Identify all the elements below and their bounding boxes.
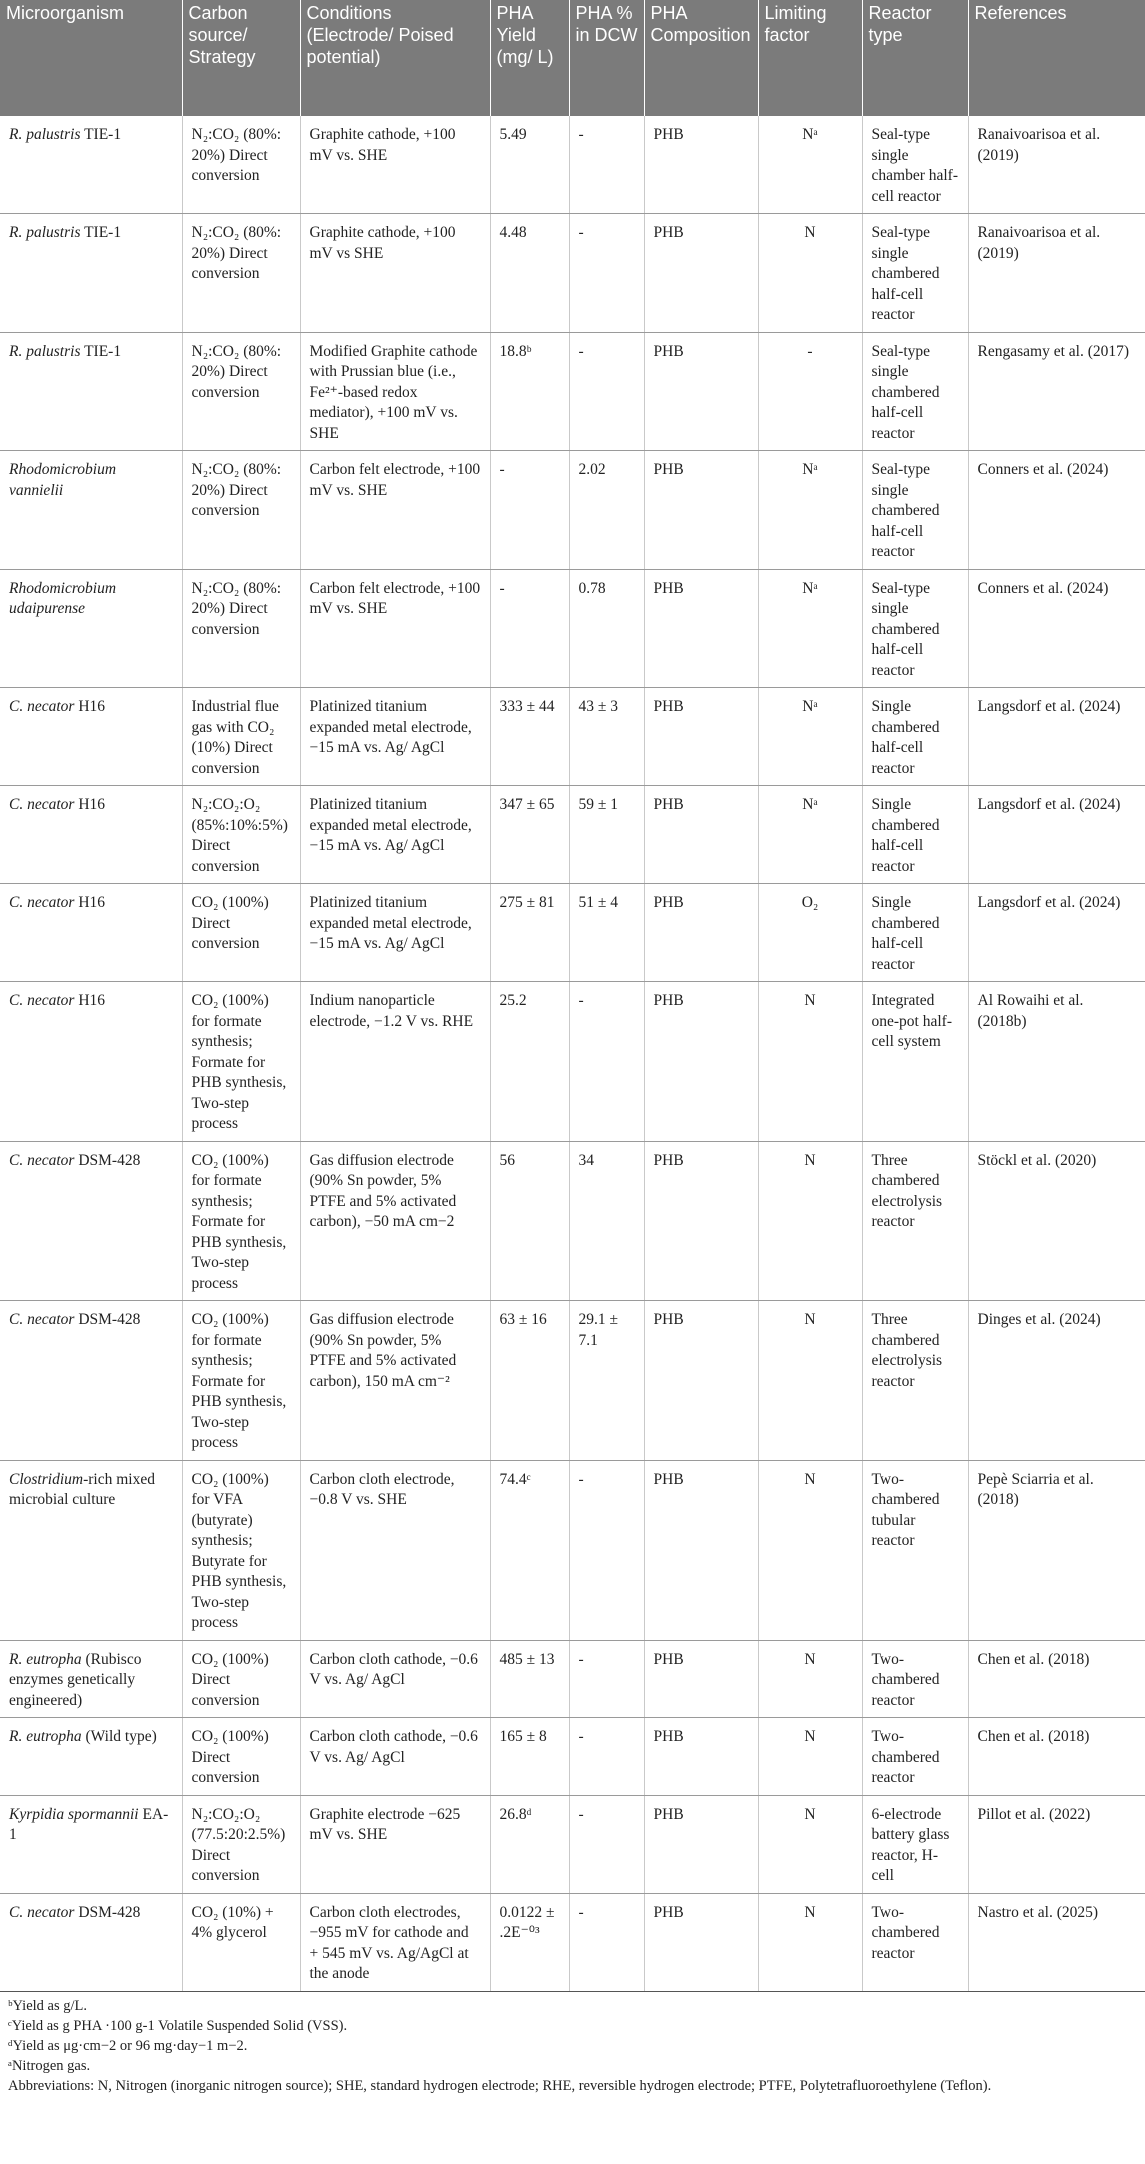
organism-name: Clostridium	[9, 1470, 84, 1488]
cell-conditions: Graphite cathode, +100 mV vs SHE	[300, 214, 490, 333]
cell-microorganism	[0, 214, 182, 333]
footnote-c: ᶜYield as g PHA ·100 g-1 Volatile Suspended Solid (VSS).	[8, 2017, 348, 2034]
cell-microorganism	[0, 786, 182, 884]
organism-strain: TIE-1	[80, 126, 122, 143]
cell-limiting-factor: N	[758, 1795, 862, 1893]
table-row	[0, 884, 1145, 982]
cell-pha-composition: PHB	[644, 569, 758, 688]
cell-carbon-source: N₂:CO₂:O₂ (77.5:20:2.5%) Direct conversion	[182, 1795, 300, 1893]
header-carbon-source: Carbon source/ Strategy	[182, 0, 300, 116]
header-pha-yield: PHA Yield (mg/ L)	[490, 0, 569, 116]
cell-carbon-source: N₂:CO₂:O₂ (85%:10%:5%) Direct conversion	[182, 786, 300, 884]
table-body	[0, 116, 1145, 1991]
cell-pha-dcw: -	[569, 982, 644, 1142]
cell-microorganism	[0, 884, 182, 982]
cell-pha-dcw: 43 ± 3	[569, 688, 644, 786]
cell-carbon-source: CO₂ (100%) for formate synthesis; Formate for PHB synthesis, Two-step process	[182, 1141, 300, 1301]
cell-microorganism	[0, 1893, 182, 1991]
cell-carbon-source: N₂:CO₂ (80%: 20%) Direct conversion	[182, 116, 300, 214]
cell-pha-dcw: -	[569, 1640, 644, 1718]
cell-reference: Langsdorf et al. (2024)	[968, 786, 1145, 884]
header-limiting-factor: Limiting factor	[758, 0, 862, 116]
footnote-abbreviations: Abbreviations: N, Nitrogen (inorganic nitrogen source); SHE, standard hydrogen electrode; RHE, reversible hydrogen electrode; PTFE, Polytetrafluoroethylene (Teflon).	[8, 2077, 992, 2094]
cell-limiting-factor: N	[758, 1718, 862, 1796]
cell-pha-dcw: -	[569, 1460, 644, 1640]
cell-carbon-source: CO₂ (100%) Direct conversion	[182, 884, 300, 982]
header-conditions: Conditions (Electrode/ Poised potential)	[300, 0, 490, 116]
cell-microorganism	[0, 1301, 182, 1461]
organism-strain: DSM-428	[74, 1151, 141, 1169]
cell-conditions: Platinized titanium expanded metal electrode, −15 mA vs. Ag/ AgCl	[300, 884, 490, 982]
table-row	[0, 1795, 1145, 1893]
cell-limiting-factor: -	[758, 332, 862, 451]
cell-pha-yield: 4.48	[490, 214, 569, 333]
cell-pha-yield: 0.0122 ± .2E⁻⁰³	[490, 1893, 569, 1991]
header-row	[0, 0, 1145, 116]
cell-conditions: Gas diffusion electrode (90% Sn powder, 5% PTFE and 5% activated carbon), 150 mA cm⁻²	[300, 1301, 490, 1461]
cell-microorganism	[0, 116, 182, 214]
header-pha-dcw: PHA % in DCW	[569, 0, 644, 116]
cell-pha-dcw: -	[569, 332, 644, 451]
cell-carbon-source: CO₂ (100%) for VFA (butyrate) synthesis; Butyrate for PHB synthesis, Two-step process	[182, 1460, 300, 1640]
cell-pha-composition: PHB	[644, 1460, 758, 1640]
cell-reference: Conners et al. (2024)	[968, 569, 1145, 688]
cell-pha-composition: PHB	[644, 1718, 758, 1796]
cell-reference: Langsdorf et al. (2024)	[968, 688, 1145, 786]
cell-pha-dcw: 51 ± 4	[569, 884, 644, 982]
cell-carbon-source: N₂:CO₂ (80%: 20%) Direct conversion	[182, 332, 300, 451]
cell-pha-yield: 333 ± 44	[490, 688, 569, 786]
cell-limiting-factor: N	[758, 1301, 862, 1461]
cell-pha-yield: 63 ± 16	[490, 1301, 569, 1461]
cell-pha-yield: 56	[490, 1141, 569, 1301]
cell-pha-dcw: -	[569, 214, 644, 333]
organism-name: R. palustris	[9, 224, 81, 241]
cell-microorganism	[0, 1460, 182, 1640]
cell-reactor-type: Seal-type single chamber half-cell reactor	[862, 116, 968, 214]
cell-reference: Pepè Sciarria et al. (2018)	[968, 1460, 1145, 1640]
cell-carbon-source: CO₂ (100%) Direct conversion	[182, 1640, 300, 1718]
cell-reference: Rengasamy et al. (2017)	[968, 332, 1145, 451]
cell-reactor-type: Single chambered half-cell reactor	[862, 786, 968, 884]
cell-pha-yield: 347 ± 65	[490, 786, 569, 884]
organism-strain: DSM-428	[74, 1903, 141, 1921]
cell-pha-yield: 26.8ᵈ	[490, 1795, 569, 1893]
cell-pha-dcw: 34	[569, 1141, 644, 1301]
organism-strain: TIE-1	[80, 224, 122, 241]
cell-conditions: Carbon felt electrode, +100 mV vs. SHE	[300, 451, 490, 570]
organism-name: C. necator	[9, 992, 75, 1009]
cell-limiting-factor: N	[758, 1893, 862, 1991]
cell-reference: Nastro et al. (2025)	[968, 1893, 1145, 1991]
cell-pha-dcw: -	[569, 1893, 644, 1991]
cell-pha-yield: 18.8ᵇ	[490, 332, 569, 451]
cell-carbon-source: N₂:CO₂ (80%: 20%) Direct conversion	[182, 569, 300, 688]
cell-pha-composition: PHB	[644, 786, 758, 884]
organism-strain: H16	[74, 992, 106, 1009]
cell-reference: Langsdorf et al. (2024)	[968, 884, 1145, 982]
cell-microorganism	[0, 982, 182, 1142]
cell-pha-composition: PHB	[644, 332, 758, 451]
table-row	[0, 1718, 1145, 1796]
organism-name: C. necator	[9, 894, 75, 911]
cell-reactor-type: Single chambered half-cell reactor	[862, 688, 968, 786]
cell-pha-dcw: 59 ± 1	[569, 786, 644, 884]
cell-reference: Chen et al. (2018)	[968, 1718, 1145, 1796]
cell-carbon-source: CO₂ (100%) for formate synthesis; Formate for PHB synthesis, Two-step process	[182, 1301, 300, 1461]
cell-pha-dcw: -	[569, 1795, 644, 1893]
organism-name: R. eutropha	[9, 1728, 82, 1745]
cell-conditions: Carbon felt electrode, +100 mV vs. SHE	[300, 569, 490, 688]
cell-microorganism	[0, 688, 182, 786]
cell-reactor-type: Seal-type single chambered half-cell reactor	[862, 569, 968, 688]
organism-name: Rhodomicrobium vannielii	[9, 461, 117, 499]
cell-pha-yield: -	[490, 451, 569, 570]
organism-name: Rhodomicrobium udaipurense	[9, 579, 117, 617]
cell-conditions: Carbon cloth cathode, −0.6 V vs. Ag/ AgCl	[300, 1640, 490, 1718]
cell-limiting-factor: N	[758, 1141, 862, 1301]
header-pha-composition: PHA Composition	[644, 0, 758, 116]
cell-pha-yield: 275 ± 81	[490, 884, 569, 982]
cell-pha-yield: 485 ± 13	[490, 1640, 569, 1718]
cell-limiting-factor: N	[758, 1640, 862, 1718]
cell-microorganism	[0, 451, 182, 570]
organism-strain: (Rubisco enzymes genetically engineered)	[9, 1650, 142, 1709]
cell-microorganism	[0, 1718, 182, 1796]
cell-limiting-factor: Nᵃ	[758, 569, 862, 688]
cell-carbon-source: Industrial flue gas with CO₂ (10%) Direct conversion	[182, 688, 300, 786]
table-row	[0, 1141, 1145, 1301]
cell-pha-composition: PHB	[644, 1640, 758, 1718]
cell-reference: Dinges et al. (2024)	[968, 1301, 1145, 1461]
footnote-a: ᵃNitrogen gas.	[8, 2057, 91, 2074]
cell-reference: Stöckl et al. (2020)	[968, 1141, 1145, 1301]
table-row	[0, 451, 1145, 570]
header-reactor-type: Reactor type	[862, 0, 968, 116]
table-row	[0, 1460, 1145, 1640]
cell-pha-composition: PHB	[644, 1795, 758, 1893]
cell-reactor-type: 6-electrode battery glass reactor, H-cell	[862, 1795, 968, 1893]
cell-carbon-source: CO₂ (100%) Direct conversion	[182, 1718, 300, 1796]
cell-pha-yield: 74.4ᶜ	[490, 1460, 569, 1640]
cell-reference: Conners et al. (2024)	[968, 451, 1145, 570]
header-microorganism: Microorganism	[0, 0, 182, 116]
cell-reference: Ranaivoarisoa et al. (2019)	[968, 116, 1145, 214]
cell-reference: Pillot et al. (2022)	[968, 1795, 1145, 1893]
cell-limiting-factor: N	[758, 214, 862, 333]
table-row	[0, 332, 1145, 451]
cell-pha-yield: 5.49	[490, 116, 569, 214]
cell-pha-dcw: -	[569, 116, 644, 214]
cell-limiting-factor: Nᵃ	[758, 688, 862, 786]
organism-name: C. necator	[9, 1151, 75, 1169]
cell-limiting-factor: Nᵃ	[758, 116, 862, 214]
organism-name: R. eutropha	[9, 1650, 82, 1668]
organism-name: C. necator	[9, 1903, 75, 1921]
cell-conditions: Graphite cathode, +100 mV vs. SHE	[300, 116, 490, 214]
table-row	[0, 116, 1145, 214]
organism-strain: EA-1	[9, 1805, 169, 1843]
cell-reactor-type: Three chambered electrolysis reactor	[862, 1301, 968, 1461]
cell-conditions: Gas diffusion electrode (90% Sn powder, 5% PTFE and 5% activated carbon), −50 mA cm−2	[300, 1141, 490, 1301]
table-row	[0, 688, 1145, 786]
organism-name: C. necator	[9, 1311, 75, 1328]
cell-reactor-type: Two-chambered reactor	[862, 1718, 968, 1796]
cell-reactor-type: Single chambered half-cell reactor	[862, 884, 968, 982]
footnote-b: ᵇYield as g/L.	[8, 1997, 87, 2014]
cell-conditions: Indium nanoparticle electrode, −1.2 V vs. RHE	[300, 982, 490, 1142]
cell-microorganism	[0, 1795, 182, 1893]
footnote-d: ᵈYield as μg·cm−2 or 96 mg·day−1 m−2.	[8, 2037, 248, 2054]
cell-reactor-type: Seal-type single chambered half-cell reactor	[862, 332, 968, 451]
organism-strain: H16	[74, 894, 106, 911]
cell-carbon-source: CO₂ (10%) + 4% glycerol	[182, 1893, 300, 1991]
cell-conditions: Platinized titanium expanded metal electrode, −15 mA vs. Ag/ AgCl	[300, 786, 490, 884]
cell-pha-composition: PHB	[644, 1301, 758, 1461]
cell-reference: Chen et al. (2018)	[968, 1640, 1145, 1718]
table-row	[0, 1640, 1145, 1718]
cell-reactor-type: Integrated one-pot half-cell system	[862, 982, 968, 1142]
cell-limiting-factor: O₂	[758, 884, 862, 982]
cell-reactor-type: Two-chambered reactor	[862, 1893, 968, 1991]
cell-pha-dcw: 29.1 ± 7.1	[569, 1301, 644, 1461]
cell-reference: Al Rowaihi et al. (2018b)	[968, 982, 1145, 1142]
organism-strain: TIE-1	[80, 342, 122, 360]
table-row	[0, 786, 1145, 884]
cell-conditions: Platinized titanium expanded metal electrode, −15 mA vs. Ag/ AgCl	[300, 688, 490, 786]
cell-carbon-source: N₂:CO₂ (80%: 20%) Direct conversion	[182, 451, 300, 570]
cell-limiting-factor: N	[758, 1460, 862, 1640]
cell-conditions: Modified Graphite cathode with Prussian blue (i.e., Fe²⁺-based redox mediator), +100 mV vs. SHE	[300, 332, 490, 451]
cell-pha-composition: PHB	[644, 1141, 758, 1301]
table-row	[0, 1301, 1145, 1461]
cell-microorganism	[0, 1141, 182, 1301]
cell-pha-dcw: 0.78	[569, 569, 644, 688]
cell-microorganism	[0, 1640, 182, 1718]
cell-pha-yield: 165 ± 8	[490, 1718, 569, 1796]
cell-reactor-type: Seal-type single chambered half-cell reactor	[862, 451, 968, 570]
footnotes	[0, 1992, 1145, 2096]
cell-reactor-type: Seal-type single chambered half-cell reactor	[862, 214, 968, 333]
header-references: References	[968, 0, 1145, 116]
table-row	[0, 214, 1145, 333]
cell-pha-yield: 25.2	[490, 982, 569, 1142]
cell-pha-composition: PHB	[644, 688, 758, 786]
cell-pha-composition: PHB	[644, 214, 758, 333]
cell-carbon-source: CO₂ (100%) for formate synthesis; Formate for PHB synthesis, Two-step process	[182, 982, 300, 1142]
cell-conditions: Graphite electrode −625 mV vs. SHE	[300, 1795, 490, 1893]
cell-pha-yield: -	[490, 569, 569, 688]
cell-conditions: Carbon cloth electrode, −0.8 V vs. SHE	[300, 1460, 490, 1640]
cell-reactor-type: Two-chambered reactor	[862, 1640, 968, 1718]
cell-conditions: Carbon cloth electrodes, −955 mV for cathode and + 545 mV vs. Ag/AgCl at the anode	[300, 1893, 490, 1991]
table-row	[0, 1893, 1145, 1991]
cell-pha-composition: PHB	[644, 1893, 758, 1991]
organism-strain: H16	[74, 796, 106, 813]
cell-pha-dcw: -	[569, 1718, 644, 1796]
cell-pha-composition: PHB	[644, 116, 758, 214]
cell-pha-composition: PHB	[644, 982, 758, 1142]
organism-name: R. palustris	[9, 126, 81, 143]
cell-pha-dcw: 2.02	[569, 451, 644, 570]
cell-limiting-factor: Nᵃ	[758, 786, 862, 884]
cell-limiting-factor: N	[758, 982, 862, 1142]
cell-microorganism	[0, 569, 182, 688]
cell-reactor-type: Two-chambered tubular reactor	[862, 1460, 968, 1640]
table-row	[0, 982, 1145, 1142]
cell-limiting-factor: Nᵃ	[758, 451, 862, 570]
organism-name: R. palustris	[9, 342, 81, 360]
cell-pha-composition: PHB	[644, 884, 758, 982]
organism-strain: DSM-428	[74, 1311, 141, 1328]
organism-name: Kyrpidia spormannii	[9, 1805, 139, 1823]
cell-microorganism	[0, 332, 182, 451]
cell-pha-composition: PHB	[644, 451, 758, 570]
organism-name: C. necator	[9, 796, 75, 813]
organism-strain: H16	[74, 698, 106, 715]
organism-name: C. necator	[9, 698, 75, 715]
cell-reactor-type: Three chambered electrolysis reactor	[862, 1141, 968, 1301]
cell-carbon-source: N₂:CO₂ (80%: 20%) Direct conversion	[182, 214, 300, 333]
organism-strain: -rich mixed microbial culture	[9, 1470, 155, 1508]
cell-conditions: Carbon cloth cathode, −0.6 V vs. Ag/ AgCl	[300, 1718, 490, 1796]
organism-strain: (Wild type)	[81, 1728, 157, 1745]
cell-reference: Ranaivoarisoa et al. (2019)	[968, 214, 1145, 333]
table-row	[0, 569, 1145, 688]
